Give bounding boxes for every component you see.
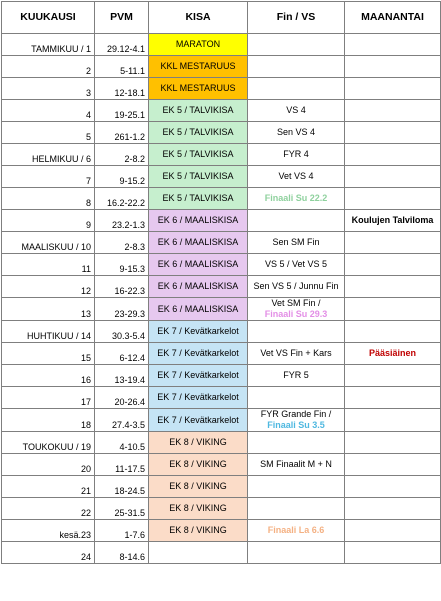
table-row [2, 122, 441, 144]
monday-note-cell [345, 232, 441, 254]
monday-note-cell [345, 298, 441, 321]
competition-cell: KKL MESTARUUS [149, 78, 248, 100]
competition-cell: EK 7 / Kevätkarkelot [149, 343, 248, 365]
monday-note-cell [345, 454, 441, 476]
monday-note-cell [345, 144, 441, 166]
table-row [2, 144, 441, 166]
month-cell: 11 [2, 254, 95, 276]
month-cell: 13 [2, 298, 95, 321]
monday-note-cell [345, 520, 441, 542]
month-cell: 3 [2, 78, 95, 100]
fin-vs-cell [248, 78, 345, 100]
table-row [2, 321, 441, 343]
competition-cell: EK 8 / VIKING [149, 454, 248, 476]
fin-vs-text: FYR Grande Fin / [260, 409, 332, 419]
fin-vs-cell [248, 34, 345, 56]
fin-vs-text: Vet SM Fin / [271, 298, 321, 308]
date-range-cell: 261-1.2 [95, 122, 149, 144]
date-range-cell: 16.2-22.2 [95, 188, 149, 210]
table-row [2, 210, 441, 232]
fin-vs-text: SM Finaalit M + N [260, 459, 332, 469]
date-range-cell: 20-26.4 [95, 387, 149, 409]
competition-cell: EK 8 / VIKING [149, 498, 248, 520]
date-range-cell: 29.12-4.1 [95, 34, 149, 56]
monday-note-cell [345, 34, 441, 56]
fin-vs-cell [248, 122, 345, 144]
month-cell: 18 [2, 409, 95, 432]
table-row [2, 276, 441, 298]
monday-note-cell [345, 432, 441, 454]
date-range-cell: 19-25.1 [95, 100, 149, 122]
fin-vs-cell [248, 144, 345, 166]
monday-note-cell [345, 56, 441, 78]
finaali-text: Finaali Su 3.5 [267, 420, 325, 430]
date-range-cell: 11-17.5 [95, 454, 149, 476]
competition-cell: KKL MESTARUUS [149, 56, 248, 78]
date-range-cell: 27.4-3.5 [95, 409, 149, 432]
table-row [2, 34, 441, 56]
fin-vs-cell [248, 387, 345, 409]
month-cell: 17 [2, 387, 95, 409]
table-row [2, 387, 441, 409]
competition-cell: EK 6 / MAALISKISA [149, 276, 248, 298]
table-row [2, 78, 441, 100]
fin-vs-cell [248, 476, 345, 498]
fin-vs-text: Vet VS 4 [278, 171, 314, 181]
month-cell: 9 [2, 210, 95, 232]
finaali-text: Finaali La 6.6 [267, 525, 325, 535]
competition-cell: EK 5 / TALVIKISA [149, 188, 248, 210]
month-cell: 12 [2, 276, 95, 298]
fin-vs-cell [248, 100, 345, 122]
month-cell: 24 [2, 542, 95, 564]
date-range-cell: 12-18.1 [95, 78, 149, 100]
date-range-cell: 23-29.3 [95, 298, 149, 321]
table-row [2, 166, 441, 188]
month-cell: TOUKOKUU / 19 [2, 432, 95, 454]
competition-cell: EK 8 / VIKING [149, 476, 248, 498]
month-cell: 21 [2, 476, 95, 498]
month-cell: 15 [2, 343, 95, 365]
table-row [2, 232, 441, 254]
date-range-cell: 25-31.5 [95, 498, 149, 520]
fin-vs-text: Sen VS 4 [276, 127, 316, 137]
finaali-text: Finaali Su 29.3 [264, 309, 328, 319]
fin-vs-text: FYR 5 [283, 370, 309, 380]
month-cell: 8 [2, 188, 95, 210]
date-range-cell: 9-15.2 [95, 166, 149, 188]
table-row [2, 409, 441, 432]
header-fin-vs: Fin / VS [248, 2, 345, 34]
month-cell: 16 [2, 365, 95, 387]
monday-note-cell [345, 498, 441, 520]
monday-note-cell [345, 100, 441, 122]
table-row [2, 343, 441, 365]
fin-vs-cell [248, 166, 345, 188]
fin-vs-cell [248, 210, 345, 232]
competition-cell: EK 6 / MAALISKISA [149, 210, 248, 232]
fin-vs-text: VS 4 [286, 105, 306, 115]
month-cell: kesä.23 [2, 520, 95, 542]
date-range-cell: 30.3-5.4 [95, 321, 149, 343]
month-cell: TAMMIKUU / 1 [2, 34, 95, 56]
monday-note-cell [345, 321, 441, 343]
header-pvm: PVM [95, 2, 149, 34]
fin-vs-cell [248, 298, 345, 321]
monday-note-cell [345, 542, 441, 564]
header-kisa: KISA [149, 2, 248, 34]
fin-vs-text: Sen SM Fin [272, 237, 320, 247]
fin-vs-cell [248, 542, 345, 564]
competition-cell: EK 5 / TALVIKISA [149, 144, 248, 166]
monday-note-cell [345, 78, 441, 100]
table-row [2, 498, 441, 520]
finaali-text: Finaali Su 22.2 [264, 193, 328, 203]
fin-vs-cell [248, 276, 345, 298]
month-cell: MAALISKUU / 10 [2, 232, 95, 254]
header-kuukausi: KUUKAUSI [2, 2, 95, 34]
fin-vs-cell [248, 409, 345, 432]
table-row [2, 298, 441, 321]
fin-vs-cell [248, 188, 345, 210]
table-row [2, 454, 441, 476]
month-cell: 22 [2, 498, 95, 520]
date-range-cell: 4-10.5 [95, 432, 149, 454]
date-range-cell: 23.2-1.3 [95, 210, 149, 232]
fin-vs-cell [248, 432, 345, 454]
fin-vs-cell [248, 232, 345, 254]
month-cell: 4 [2, 100, 95, 122]
competition-cell: MARATON [149, 34, 248, 56]
monday-note-cell [345, 365, 441, 387]
table-row [2, 365, 441, 387]
date-range-cell: 2-8.2 [95, 144, 149, 166]
competition-cell [149, 542, 248, 564]
competition-cell: EK 8 / VIKING [149, 520, 248, 542]
competition-cell: EK 7 / Kevätkarkelot [149, 321, 248, 343]
table-row [2, 254, 441, 276]
table-row [2, 188, 441, 210]
date-range-cell: 13-19.4 [95, 365, 149, 387]
date-range-cell: 2-8.3 [95, 232, 149, 254]
competition-cell: EK 7 / Kevätkarkelot [149, 365, 248, 387]
fin-vs-cell [248, 343, 345, 365]
monday-note-cell [345, 409, 441, 432]
schedule-table [1, 1, 441, 564]
monday-note-cell [345, 122, 441, 144]
table-row [2, 432, 441, 454]
monday-note-cell [345, 387, 441, 409]
competition-cell: EK 7 / Kevätkarkelot [149, 409, 248, 432]
date-range-cell: 6-12.4 [95, 343, 149, 365]
schedule-body [2, 34, 441, 564]
fin-vs-text: FYR 4 [283, 149, 309, 159]
date-range-cell: 16-22.3 [95, 276, 149, 298]
competition-cell: EK 6 / MAALISKISA [149, 298, 248, 321]
monday-note-cell: Pääsiäinen [345, 343, 441, 365]
month-cell: 20 [2, 454, 95, 476]
competition-cell: EK 5 / TALVIKISA [149, 166, 248, 188]
date-range-cell: 18-24.5 [95, 476, 149, 498]
fin-vs-text: Vet VS Fin + Kars [260, 348, 332, 358]
monday-note-cell [345, 276, 441, 298]
table-row [2, 542, 441, 564]
monday-note-cell: Koulujen Talviloma [345, 210, 441, 232]
fin-vs-cell [248, 56, 345, 78]
month-cell: 5 [2, 122, 95, 144]
competition-cell: EK 6 / MAALISKISA [149, 232, 248, 254]
month-cell: 2 [2, 56, 95, 78]
fin-vs-cell [248, 454, 345, 476]
fin-vs-cell [248, 365, 345, 387]
table-row [2, 520, 441, 542]
date-range-cell: 1-7.6 [95, 520, 149, 542]
month-cell: 7 [2, 166, 95, 188]
competition-cell: EK 6 / MAALISKISA [149, 254, 248, 276]
competition-cell: EK 5 / TALVIKISA [149, 122, 248, 144]
month-cell: HELMIKUU / 6 [2, 144, 95, 166]
competition-cell: EK 8 / VIKING [149, 432, 248, 454]
date-range-cell: 8-14.6 [95, 542, 149, 564]
table-row [2, 56, 441, 78]
fin-vs-text: VS 5 / Vet VS 5 [264, 259, 328, 269]
date-range-cell: 5-11.1 [95, 56, 149, 78]
monday-note-cell [345, 188, 441, 210]
fin-vs-cell [248, 498, 345, 520]
monday-note-cell [345, 254, 441, 276]
table-row [2, 100, 441, 122]
header-maanantai: MAANANTAI [345, 2, 441, 34]
monday-note-cell [345, 166, 441, 188]
competition-cell: EK 7 / Kevätkarkelot [149, 387, 248, 409]
date-range-cell: 9-15.3 [95, 254, 149, 276]
month-cell: HUHTIKUU / 14 [2, 321, 95, 343]
fin-vs-text: Sen VS 5 / Junnu Fin [253, 281, 339, 291]
fin-vs-cell [248, 254, 345, 276]
monday-note-cell [345, 476, 441, 498]
fin-vs-cell [248, 520, 345, 542]
competition-cell: EK 5 / TALVIKISA [149, 100, 248, 122]
fin-vs-cell [248, 321, 345, 343]
table-row [2, 476, 441, 498]
header-row [2, 2, 441, 34]
